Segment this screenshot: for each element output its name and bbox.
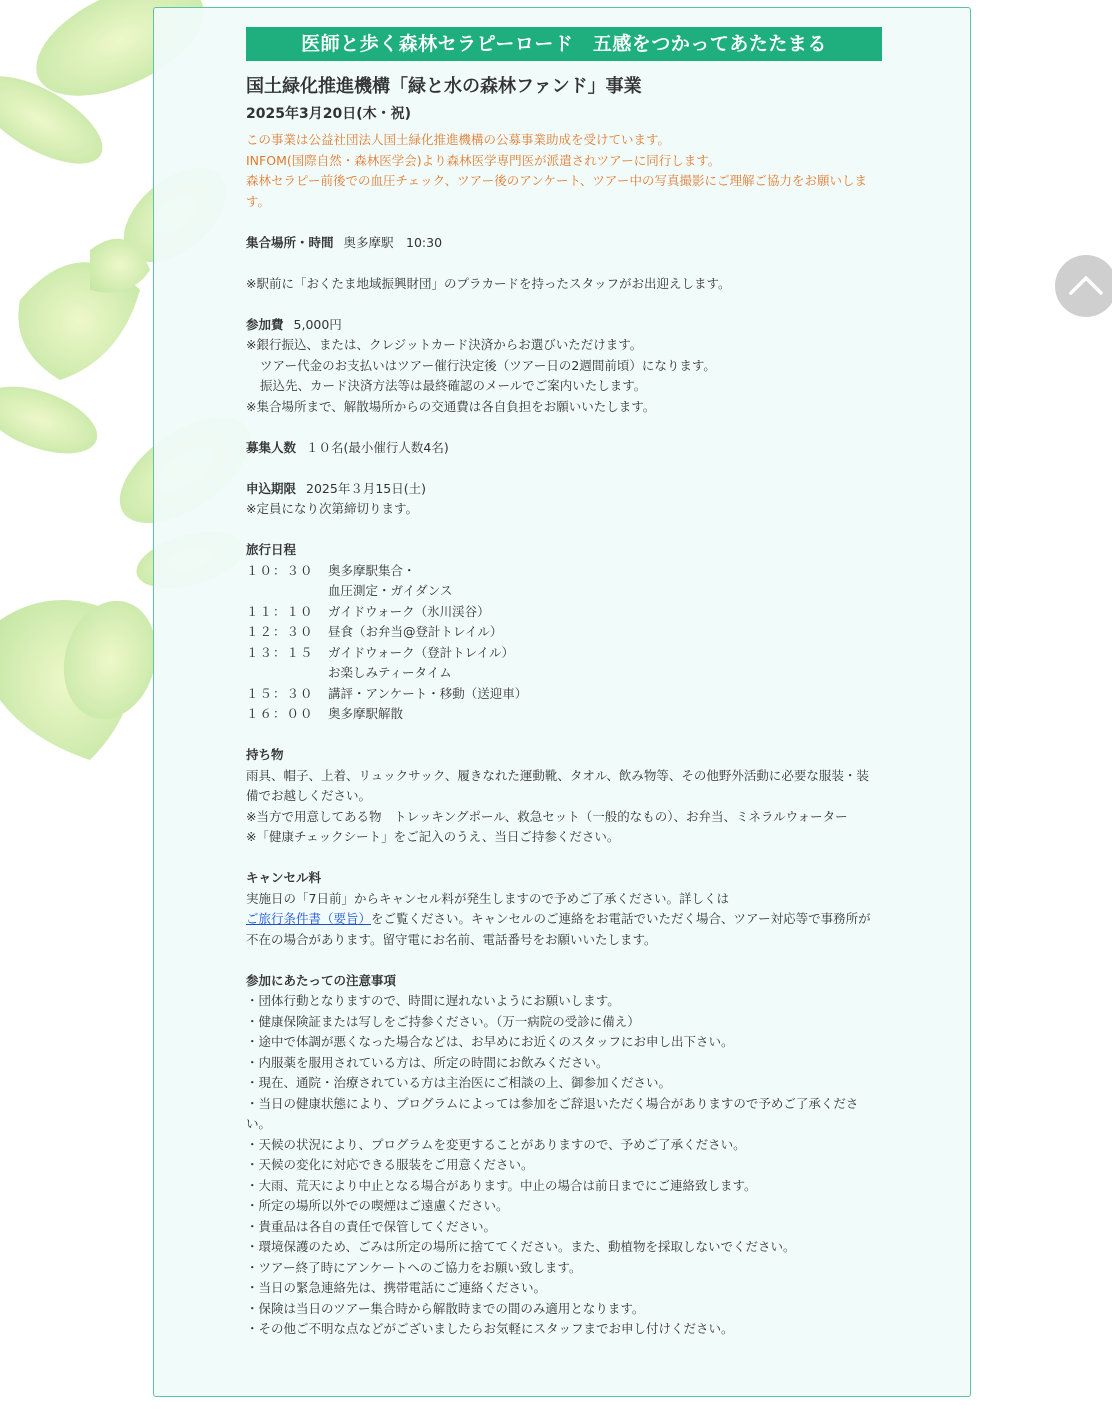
schedule-time: １２：３０	[246, 624, 314, 639]
notice-line: 森林セラピー前後での血圧チェック、ツアー後のアンケート、ツアー中の写真撮影にご理解ご協力をお願いします。	[246, 173, 868, 209]
schedule-section	[246, 540, 876, 725]
caution-item: ・天候の状況により、プログラムを変更することがありますので、予めご了承ください。	[246, 1136, 746, 1152]
meeting-label: 集合場所・時間	[246, 234, 334, 250]
schedule-row	[246, 622, 876, 643]
deadline-section	[246, 479, 876, 520]
caution-item: ・現在、通院・治療されている方は主治医にご相談の上、御参加ください。	[246, 1075, 672, 1090]
schedule-time	[246, 663, 328, 684]
schedule-row	[246, 581, 876, 602]
capacity-section	[246, 438, 876, 459]
caution-item: ・その他ご不明な点などがございましたらお気軽にスタッフまでお申し付けください。	[246, 1321, 734, 1336]
schedule-time: １６：００	[246, 706, 314, 721]
caution-item: ・貴重品は各自の責任で保管してください。	[246, 1218, 497, 1234]
caution-item: ・内服薬を服用されている方は、所定の時間にお飲みください。	[246, 1054, 609, 1070]
meeting-value: 奥多摩駅 10:30	[343, 234, 443, 250]
belongings-line: ※「健康チェックシート」をご記入のうえ、当日ご持参ください。	[246, 829, 620, 844]
caution-item: ・保険は当日のツアー集合時から解散時までの間のみ適用となります。	[246, 1300, 645, 1316]
belongings-label: 持ち物	[246, 747, 284, 762]
belongings-section	[246, 745, 876, 848]
fee-value: 5,000円	[293, 316, 342, 332]
schedule-time: １１：１０	[246, 603, 314, 619]
schedule-list	[246, 561, 876, 725]
schedule-desc: 昼食（お弁当@登計トレイル）	[328, 624, 503, 639]
belongings-line: 雨具、帽子、上着、リュックサック、履きなれた運動靴、タオル、飲み物等、その他野外活動に必要な服装・装備でお越しください。	[246, 767, 869, 803]
schedule-desc: 奥多摩駅解散	[328, 706, 404, 721]
caution-item: ・当日の健康状態により、プログラムによっては参加をご辞退いただく場合がありますので予めご了承ください。	[246, 1095, 859, 1131]
caution-item: ・途中で体調が悪くなった場合などは、お早めにお近くのスタッフにお申し出下さい。	[246, 1034, 734, 1049]
tour-details	[246, 130, 876, 1340]
notice-line: この事業は公益社団法人国土緑化推進機構の公募事業助成を受けています。	[246, 132, 671, 147]
caution-item: ・当日の緊急連絡先は、携帯電話にご連絡ください。	[246, 1280, 547, 1295]
schedule-desc: 講評・アンケート・移動（送迎車）	[328, 685, 528, 701]
tour-date: 2025年3月20日(木・祝)	[246, 106, 411, 122]
deadline-value: 2025年３月15日(土)	[306, 480, 426, 496]
fee-line: ツアー代金のお支払いはツアー催行決定後（ツアー日の2週間前頃）になります。	[260, 357, 716, 373]
schedule-desc: ガイドウォーク（氷川渓谷）	[328, 603, 490, 619]
cautions-label: 参加にあたっての注意事項	[246, 972, 397, 988]
schedule-time	[246, 581, 328, 602]
schedule-row	[246, 684, 876, 705]
caution-item: ・ツアー終了時にアンケートへのご協力をお願い致します。	[246, 1259, 582, 1275]
schedule-row	[246, 643, 876, 664]
belongings-line: ※当方で用意してある物 トレッキングポール、救急セット（一般的なもの）、お弁当、ミネラルウォーター	[246, 808, 848, 824]
cautions-section	[246, 971, 876, 1340]
scroll-to-top-button[interactable]	[1055, 255, 1112, 317]
fee-line: ※銀行振込、または、クレジットカード決済からお選びいただけます。	[246, 337, 643, 352]
schedule-row	[246, 704, 876, 725]
schedule-desc: お楽しみティータイム	[328, 665, 452, 680]
schedule-row	[246, 602, 876, 623]
notice-line: INFOM(国際自然・森林医学会)より森林医学専門医が派遣されツアーに同行します。	[246, 152, 721, 168]
fee-line: 振込先、カード決済方法等は最終確認のメールでご案内いたします。	[260, 378, 647, 393]
schedule-label: 旅行日程	[246, 542, 297, 557]
capacity-value: １０名(最小催行人数4名)	[306, 439, 449, 455]
fee-label: 参加費	[246, 316, 284, 332]
schedule-time: １５：３０	[246, 685, 314, 701]
schedule-desc: 血圧測定・ガイダンス	[328, 583, 453, 598]
caution-item: ・団体行動となりますので、時間に遅れないようにお願いします。	[246, 993, 620, 1008]
chevron-up-icon	[1055, 255, 1112, 317]
tour-info-panel	[153, 7, 971, 1397]
caution-item: ・健康保険証または写しをご持参ください。（万一病院の受診に備え）	[246, 1013, 640, 1029]
schedule-desc: ガイドウォーク（登計トレイル）	[328, 644, 515, 660]
travel-terms-link[interactable]: ご旅行条件書（要旨）	[246, 911, 372, 926]
page-title: 国土緑化推進機構「緑と水の森林ファンド」事業	[246, 76, 642, 97]
tour-banner: 医師と歩く森林セラピーロード 五感をつかってあたたまる	[246, 27, 882, 61]
deadline-note: ※定員になり次第締切ります。	[246, 501, 418, 516]
cancel-text: 実施日の「7日前」からキャンセル料が発生しますので予めご了承ください。詳しくは	[246, 890, 729, 906]
schedule-time: １０：３０	[246, 562, 314, 578]
cancel-text: をご覧ください。キャンセルのご連絡をお電話でいただく場合、ツアー対応等で事務所が不在の場合があります。留守電にお名前、電話番号をお願いいたします。	[246, 911, 871, 947]
schedule-time: １３：１５	[246, 644, 314, 660]
cancel-section	[246, 868, 876, 950]
schedule-row	[246, 663, 876, 684]
caution-item: ・天候の変化に対応できる服装をご用意ください。	[246, 1157, 534, 1172]
meeting-note: ※駅前に「おくたま地域振興財団」のプラカードを持ったスタッフがお出迎えします。	[246, 275, 731, 291]
deadline-label: 申込期限	[246, 480, 297, 496]
fee-line: ※集合場所まで、解散場所からの交通費は各自負担をお願いいたします。	[246, 398, 656, 414]
fee-section	[246, 315, 876, 418]
capacity-label: 募集人数	[246, 439, 297, 455]
schedule-row	[246, 561, 876, 582]
schedule-desc: 奥多摩駅集合・	[328, 562, 416, 578]
meeting-section	[246, 233, 876, 295]
notice-block	[246, 130, 876, 212]
caution-item: ・大雨、荒天により中止となる場合があります。中止の場合は前日までにご連絡致します。	[246, 1177, 757, 1193]
caution-item: ・環境保護のため、ごみは所定の場所に捨ててください。また、動植物を採取しないでください。	[246, 1239, 796, 1254]
cancel-label: キャンセル料	[246, 870, 322, 885]
caution-item: ・所定の場所以外での喫煙はご遠慮ください。	[246, 1198, 509, 1213]
